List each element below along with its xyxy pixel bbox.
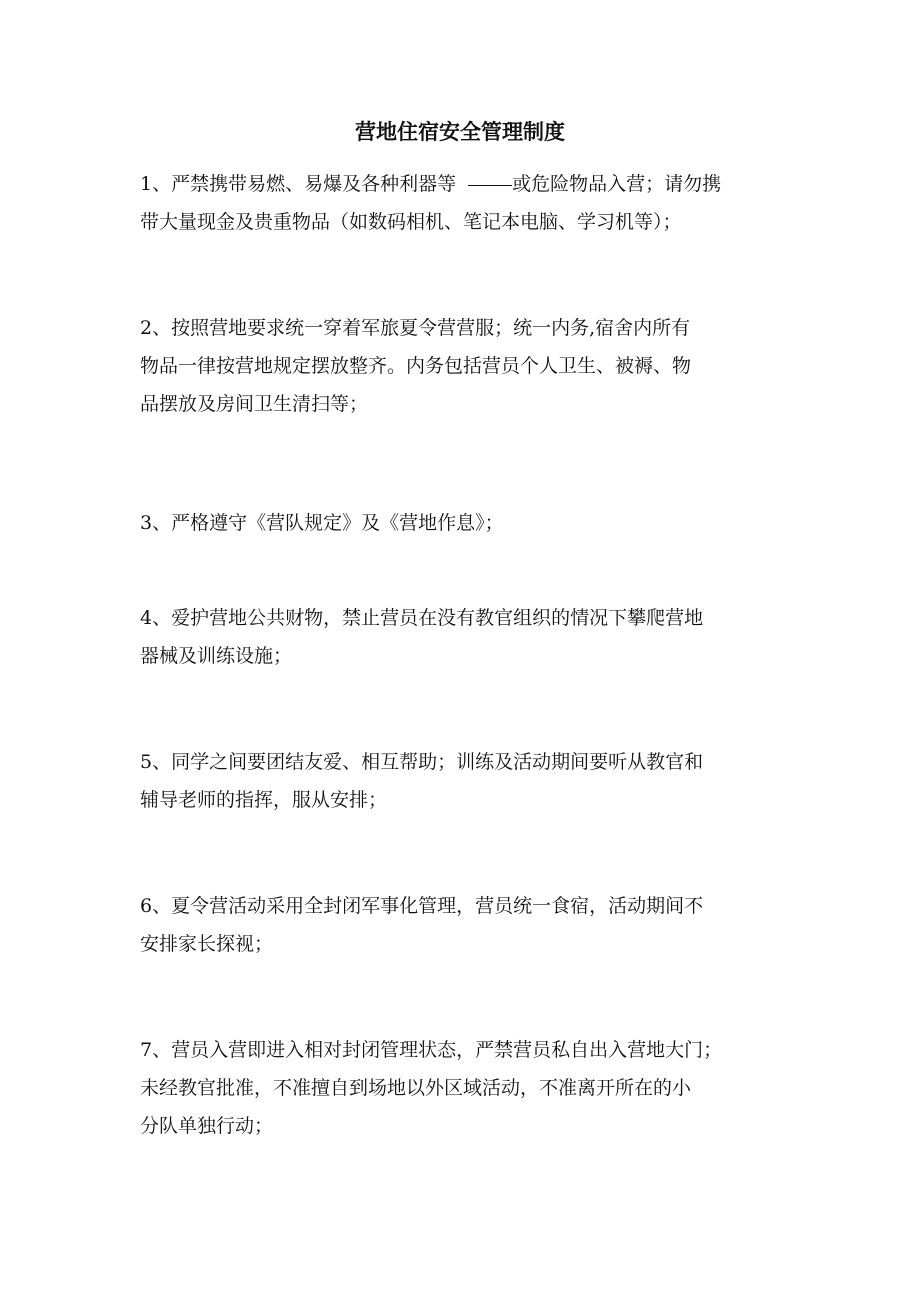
rule-item-4 [140,599,800,675]
rule-4-line-1: 4、爱护营地公共财物，禁止营员在没有教官组织的情况下攀爬营地 [140,607,704,629]
rule-5-line-2: 辅导老师的指挥，服从安排； [140,789,388,811]
rule-4-line-2: 器械及训练设施； [140,645,293,667]
rule-item-3 [140,504,800,542]
rule-item-5 [140,743,800,819]
rule-6-line-1: 6、夏令营活动采用全封闭军事化管理，营员统一食宿，活动期间不 [140,895,704,917]
page-title: 营地住宿安全管理制度 [355,120,565,144]
rule-item-2 [140,309,800,423]
rule-item-1 [140,165,800,241]
rule-1-line-2: 带大量现金及贵重物品（如数码相机、笔记本电脑、学习机等）； [140,211,682,233]
fill-in-blank [468,184,512,186]
rule-1-line-1-part-b: 或危险物品入营；请勿携 [512,173,722,195]
rule-2-line-2: 物品一律按营地规定摆放整齐。内务包括营员个人卫生、被褥、物 [140,355,692,377]
rule-7-line-1: 7、营员入营即进入相对封闭管理状态，严禁营员私自出入营地大门； [140,1039,723,1061]
rule-7-line-3: 分队单独行动； [140,1115,274,1137]
rule-6-line-2: 安排家长探视； [140,933,274,955]
rule-5-line-1: 5、同学之间要团结友爱、相互帮助；训练及活动期间要听从教官和 [140,751,704,773]
rule-item-7 [140,1031,800,1145]
rule-1-line-1 [140,165,800,203]
rule-7-line-2: 未经教官批准，不准擅自到场地以外区域活动，不准离开所在的小 [140,1077,692,1099]
rule-item-6 [140,887,800,963]
rule-3-line-1: 3、严格遵守《营队规定》及《营地作息》； [140,512,504,534]
rule-2-line-3: 品摆放及房间卫生清扫等； [140,393,369,415]
rule-1-line-1-part-a: 1、严禁携带易燃、易爆及各种利器等 [140,173,457,195]
rule-2-line-1: 2、按照营地要求统一穿着军旅夏令营营服；统一内务,宿舍内所有 [140,317,691,339]
